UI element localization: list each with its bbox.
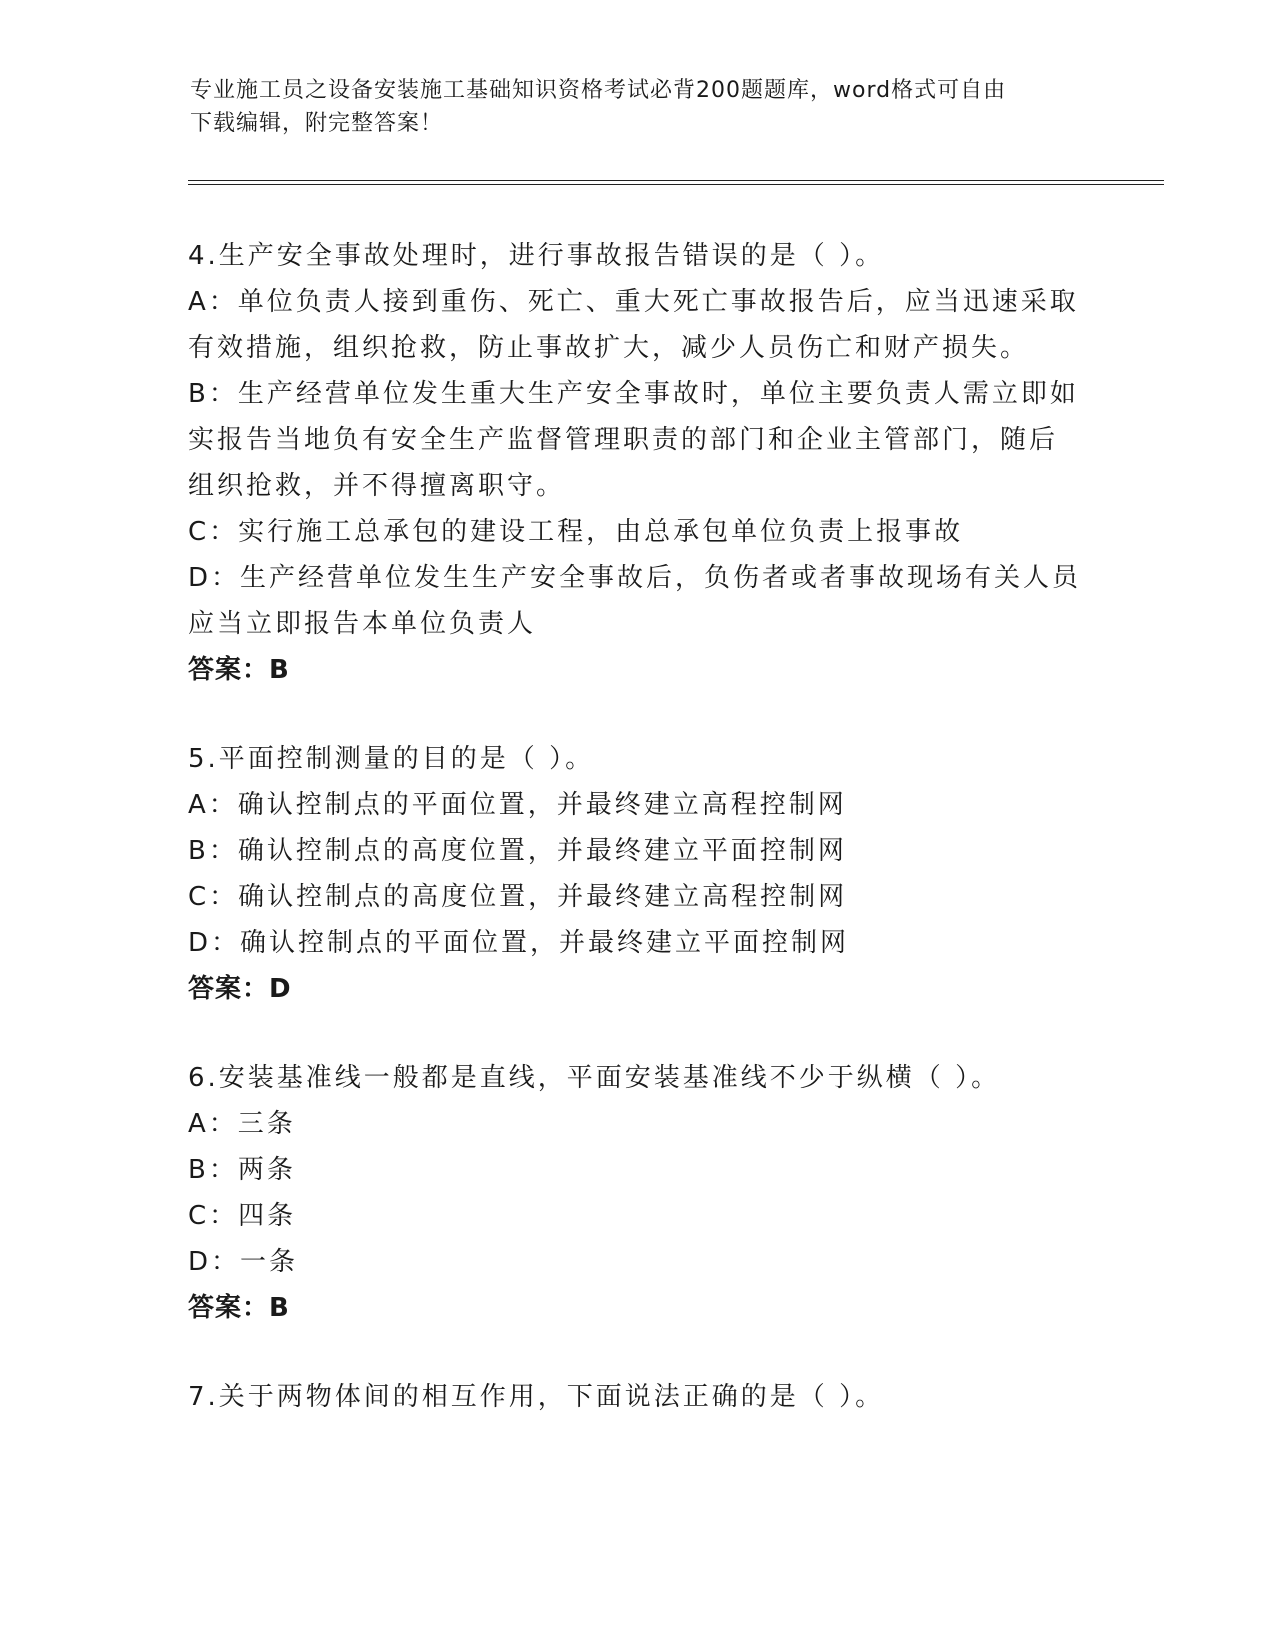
question-list [188, 233, 1088, 1463]
header-divider-top [188, 180, 1164, 181]
question-6 [188, 1055, 1088, 1331]
option-b-line-2: 实报告当地负有安全生产监督管理职责的部门和企业主管部门，随后 [188, 425, 1059, 455]
option-b-line-3: 组织抢救，并不得擅离职守。 [188, 471, 566, 501]
option-a-line-1: A：单位负责人接到重伤、死亡、重大死亡事故报告后，应当迅速采取 [188, 287, 1079, 317]
header-line-1: 专业施工员之设备安装施工基础知识资格考试必背200题题库，word格式可自由 [190, 78, 1007, 103]
question-stem: 5.平面控制测量的目的是（ ）。 [188, 744, 595, 774]
header-line-2: 下载编辑，附完整答案！ [190, 111, 444, 136]
option-a-line-2: 有效措施，组织抢救，防止事故扩大，减少人员伤亡和财产损失。 [188, 333, 1030, 363]
option-c: C：四条 [188, 1201, 297, 1231]
answer: 答案：D [188, 974, 292, 1004]
option-a: A：确认控制点的平面位置，并最终建立高程控制网 [188, 790, 847, 820]
question-5 [188, 736, 1088, 1012]
option-c-line-1: C：实行施工总承包的建设工程，由总承包单位负责上报事故 [188, 517, 964, 547]
answer: 答案：B [188, 655, 290, 685]
option-a: A：三条 [188, 1109, 296, 1139]
option-d-line-1: D：生产经营单位发生生产安全事故后，负伤者或者事故现场有关人员 [188, 563, 1082, 593]
document-header [190, 74, 1090, 140]
question-7 [188, 1374, 1088, 1420]
option-c: C：确认控制点的高度位置，并最终建立高程控制网 [188, 882, 848, 912]
question-stem: 6.安装基准线一般都是直线，平面安装基准线不少于纵横（ ）。 [188, 1063, 1001, 1093]
answer: 答案：B [188, 1293, 290, 1323]
question-stem: 7.关于两物体间的相互作用，下面说法正确的是（ ）。 [188, 1382, 885, 1412]
option-b: B：两条 [188, 1155, 296, 1185]
option-d: D：确认控制点的平面位置，并最终建立平面控制网 [188, 928, 850, 958]
option-b-line-1: B：生产经营单位发生重大生产安全事故时，单位主要负责人需立即如 [188, 379, 1079, 409]
option-d-line-2: 应当立即报告本单位负责人 [188, 609, 537, 639]
option-d: D：一条 [188, 1247, 299, 1277]
header-divider-bottom [188, 184, 1164, 185]
question-4 [188, 233, 1088, 693]
option-b: B：确认控制点的高度位置，并最终建立平面控制网 [188, 836, 847, 866]
question-stem: 4.生产安全事故处理时，进行事故报告错误的是（ ）。 [188, 241, 885, 271]
